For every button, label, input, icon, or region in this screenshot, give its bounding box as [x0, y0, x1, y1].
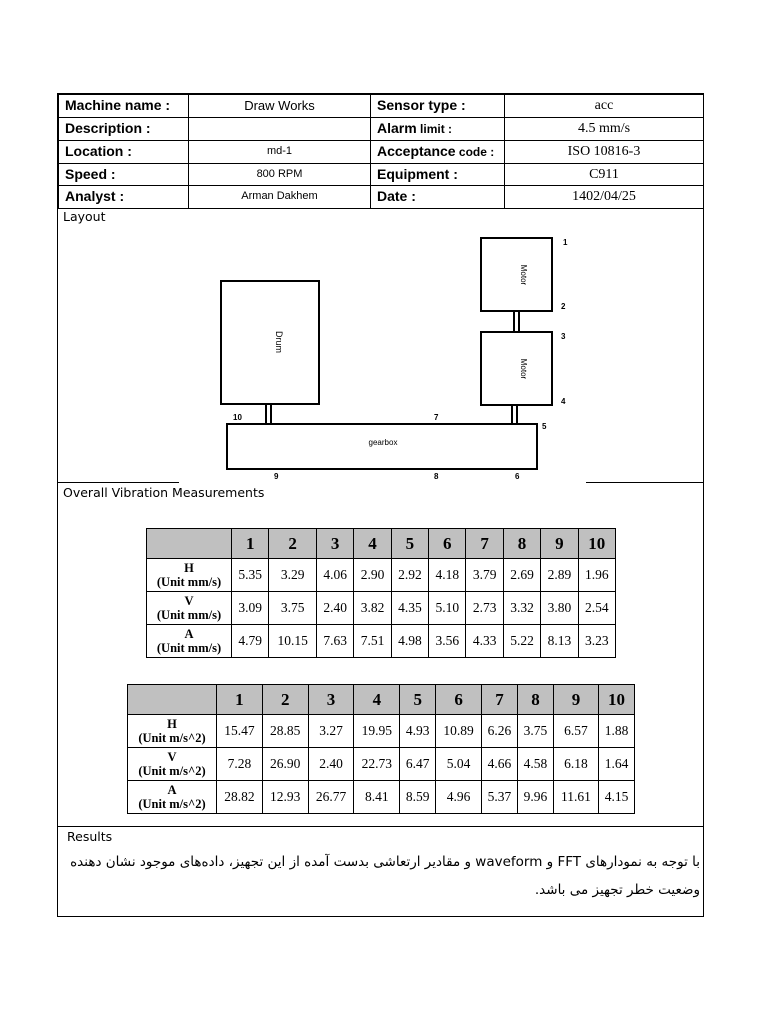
point-label: 9	[274, 472, 279, 481]
motor-top-box	[481, 238, 552, 311]
column-header: 8	[517, 685, 553, 715]
table-cell: 3.29	[269, 559, 317, 592]
table-cell: 28.82	[217, 781, 263, 814]
column-header: 4	[354, 685, 400, 715]
column-header: 1	[217, 685, 263, 715]
table-cell: 7.28	[217, 748, 263, 781]
motor-bottom-box	[481, 332, 552, 405]
table-cell: 3.75	[269, 592, 317, 625]
table-cell: 10.89	[436, 715, 482, 748]
column-header: 6	[429, 529, 466, 559]
table-row	[128, 781, 635, 814]
table-cell: 8.41	[354, 781, 400, 814]
table-cell: 5.10	[429, 592, 466, 625]
table-row	[128, 748, 635, 781]
speed-label: Speed :	[59, 163, 189, 186]
divider	[58, 482, 179, 483]
column-header: 10	[578, 529, 615, 559]
point-label: 2	[561, 302, 566, 311]
row-header	[128, 715, 217, 748]
results-text: با توجه به نمودارهای FFT و waveform و مقادیر ارتعاشی بدست آمده از این تجهیز، داده‌های موجود نشان دهنده وضعیت خطر تجهیز می باشد.	[70, 854, 700, 898]
speed-value: 800 RPM	[189, 163, 371, 186]
table-cell: 1.64	[599, 748, 635, 781]
column-header: 7	[466, 529, 503, 559]
table-cell: 7.63	[316, 625, 353, 658]
table-cell: 26.90	[262, 748, 308, 781]
direction-label: H	[167, 717, 177, 731]
alarm-label-main: Alarm	[377, 119, 417, 136]
column-header: 6	[436, 685, 482, 715]
table-row	[147, 559, 616, 592]
table-cell: 4.15	[599, 781, 635, 814]
motor-top-label: Motor	[519, 264, 528, 286]
direction-label: V	[184, 594, 194, 608]
table-cell: 5.22	[503, 625, 540, 658]
column-header: 10	[599, 685, 635, 715]
direction-label: V	[167, 750, 177, 764]
table-cell: 4.18	[429, 559, 466, 592]
table-cell: 2.40	[316, 592, 353, 625]
unit-label: (Unit m/s^2)	[138, 764, 206, 778]
table-cell: 4.06	[316, 559, 353, 592]
direction-label: A	[184, 627, 194, 641]
table-cell: 6.26	[482, 715, 518, 748]
unit-label: (Unit mm/s)	[156, 641, 222, 655]
table-cell: 4.93	[400, 715, 436, 748]
table-cell: 5.37	[482, 781, 518, 814]
point-label: 10	[233, 413, 242, 422]
equipment-label: Equipment :	[371, 163, 505, 186]
table-cell: 5.35	[232, 559, 269, 592]
table-cell: 2.69	[503, 559, 540, 592]
table-cell: 7.51	[354, 625, 391, 658]
table-cell: 4.96	[436, 781, 482, 814]
table-cell: 1.88	[599, 715, 635, 748]
date-label: Date :	[371, 186, 505, 209]
table-cell: 2.89	[541, 559, 578, 592]
table-cell: 4.66	[482, 748, 518, 781]
table-cell: 1.96	[578, 559, 615, 592]
corner-cell	[147, 529, 232, 559]
table-cell: 4.98	[391, 625, 428, 658]
table-cell: 10.15	[269, 625, 317, 658]
table-cell: 2.90	[354, 559, 391, 592]
machine-name-value: Draw Works	[189, 95, 371, 118]
table-cell: 12.93	[262, 781, 308, 814]
results-title: Results	[67, 829, 113, 844]
row-header	[128, 781, 217, 814]
column-header: 5	[400, 685, 436, 715]
location-value: md-1	[189, 140, 371, 163]
overall-title: Overall Vibration Measurements	[63, 485, 265, 500]
location-label: Location :	[59, 140, 189, 163]
table-cell: 3.32	[503, 592, 540, 625]
table-cell: 26.77	[308, 781, 354, 814]
point-label: 7	[434, 413, 439, 422]
corner-cell	[128, 685, 217, 715]
table-cell: 4.79	[232, 625, 269, 658]
gearbox-label: gearbox	[368, 438, 398, 447]
table-header-row	[147, 529, 616, 559]
point-label: 5	[542, 422, 547, 431]
sensor-type-label: Sensor type :	[371, 95, 505, 118]
direction-label: H	[184, 561, 194, 575]
report-frame	[57, 93, 704, 917]
table-cell: 4.35	[391, 592, 428, 625]
table-cell: 3.79	[466, 559, 503, 592]
column-header: 8	[503, 529, 540, 559]
column-header: 4	[354, 529, 391, 559]
table-cell: 3.80	[541, 592, 578, 625]
drum-label: Drum	[274, 331, 284, 353]
date-value: 1402/04/25	[505, 186, 704, 209]
column-header: 2	[269, 529, 317, 559]
table-cell: 3.82	[354, 592, 391, 625]
table-cell: 3.56	[429, 625, 466, 658]
table-cell: 2.40	[308, 748, 354, 781]
table-cell: 6.57	[553, 715, 598, 748]
column-header: 3	[308, 685, 354, 715]
table-row	[128, 715, 635, 748]
column-header: 5	[391, 529, 428, 559]
table-cell: 6.47	[400, 748, 436, 781]
table-cell: 5.04	[436, 748, 482, 781]
point-label: 4	[561, 397, 566, 406]
point-label: 1	[563, 238, 568, 247]
acceleration-table	[127, 684, 635, 814]
table-cell: 8.13	[541, 625, 578, 658]
acceptance-code-value: ISO 10816-3	[505, 140, 704, 163]
equipment-value: C911	[505, 163, 704, 186]
motor-bottom-label: Motor	[519, 358, 528, 380]
table-cell: 2.92	[391, 559, 428, 592]
table-cell: 3.27	[308, 715, 354, 748]
divider	[58, 826, 703, 827]
row-header	[147, 559, 232, 592]
table-cell: 15.47	[217, 715, 263, 748]
table-cell: 19.95	[354, 715, 400, 748]
table-cell: 22.73	[354, 748, 400, 781]
row-header	[128, 748, 217, 781]
divider	[586, 482, 704, 483]
unit-label: (Unit m/s^2)	[138, 797, 206, 811]
point-label: 8	[434, 472, 439, 481]
row-header	[147, 592, 232, 625]
table-cell: 2.73	[466, 592, 503, 625]
layout-diagram	[58, 94, 703, 494]
column-header: 9	[541, 529, 578, 559]
table-cell: 8.59	[400, 781, 436, 814]
layout-title: Layout	[63, 209, 106, 224]
table-cell: 11.61	[553, 781, 598, 814]
table-cell: 2.54	[578, 592, 615, 625]
table-cell: 28.85	[262, 715, 308, 748]
table-row	[147, 592, 616, 625]
unit-label: (Unit m/s^2)	[138, 731, 206, 745]
row-header	[147, 625, 232, 658]
table-row	[147, 625, 616, 658]
column-header: 9	[553, 685, 598, 715]
acceptance-label-small: code :	[455, 144, 495, 159]
column-header: 1	[232, 529, 269, 559]
direction-label: A	[167, 783, 177, 797]
table-cell: 4.33	[466, 625, 503, 658]
table-cell: 3.75	[517, 715, 553, 748]
point-label: 6	[515, 472, 520, 481]
table-cell: 3.23	[578, 625, 615, 658]
table-cell: 9.96	[517, 781, 553, 814]
analyst-label: Analyst :	[59, 186, 189, 209]
unit-label: (Unit mm/s)	[156, 608, 222, 622]
analyst-value: Arman Dakhem	[189, 186, 371, 209]
machine-name-label: Machine name :	[59, 95, 189, 118]
table-cell: 4.58	[517, 748, 553, 781]
alarm-limit-value: 4.5 mm/s	[505, 117, 704, 140]
acceptance-label-main: Acceptance	[377, 142, 456, 159]
column-header: 2	[262, 685, 308, 715]
table-cell: 6.18	[553, 748, 598, 781]
table-header-row	[128, 685, 635, 715]
column-header: 7	[482, 685, 518, 715]
alarm-label-small: limit :	[416, 121, 453, 136]
sensor-type-value: acc	[505, 95, 704, 118]
unit-label: (Unit mm/s)	[156, 575, 222, 589]
column-header: 3	[316, 529, 353, 559]
velocity-table	[146, 528, 616, 658]
table-cell: 3.09	[232, 592, 269, 625]
description-label: Description :	[59, 117, 189, 140]
point-label: 3	[561, 332, 566, 341]
drum-box	[221, 281, 319, 404]
